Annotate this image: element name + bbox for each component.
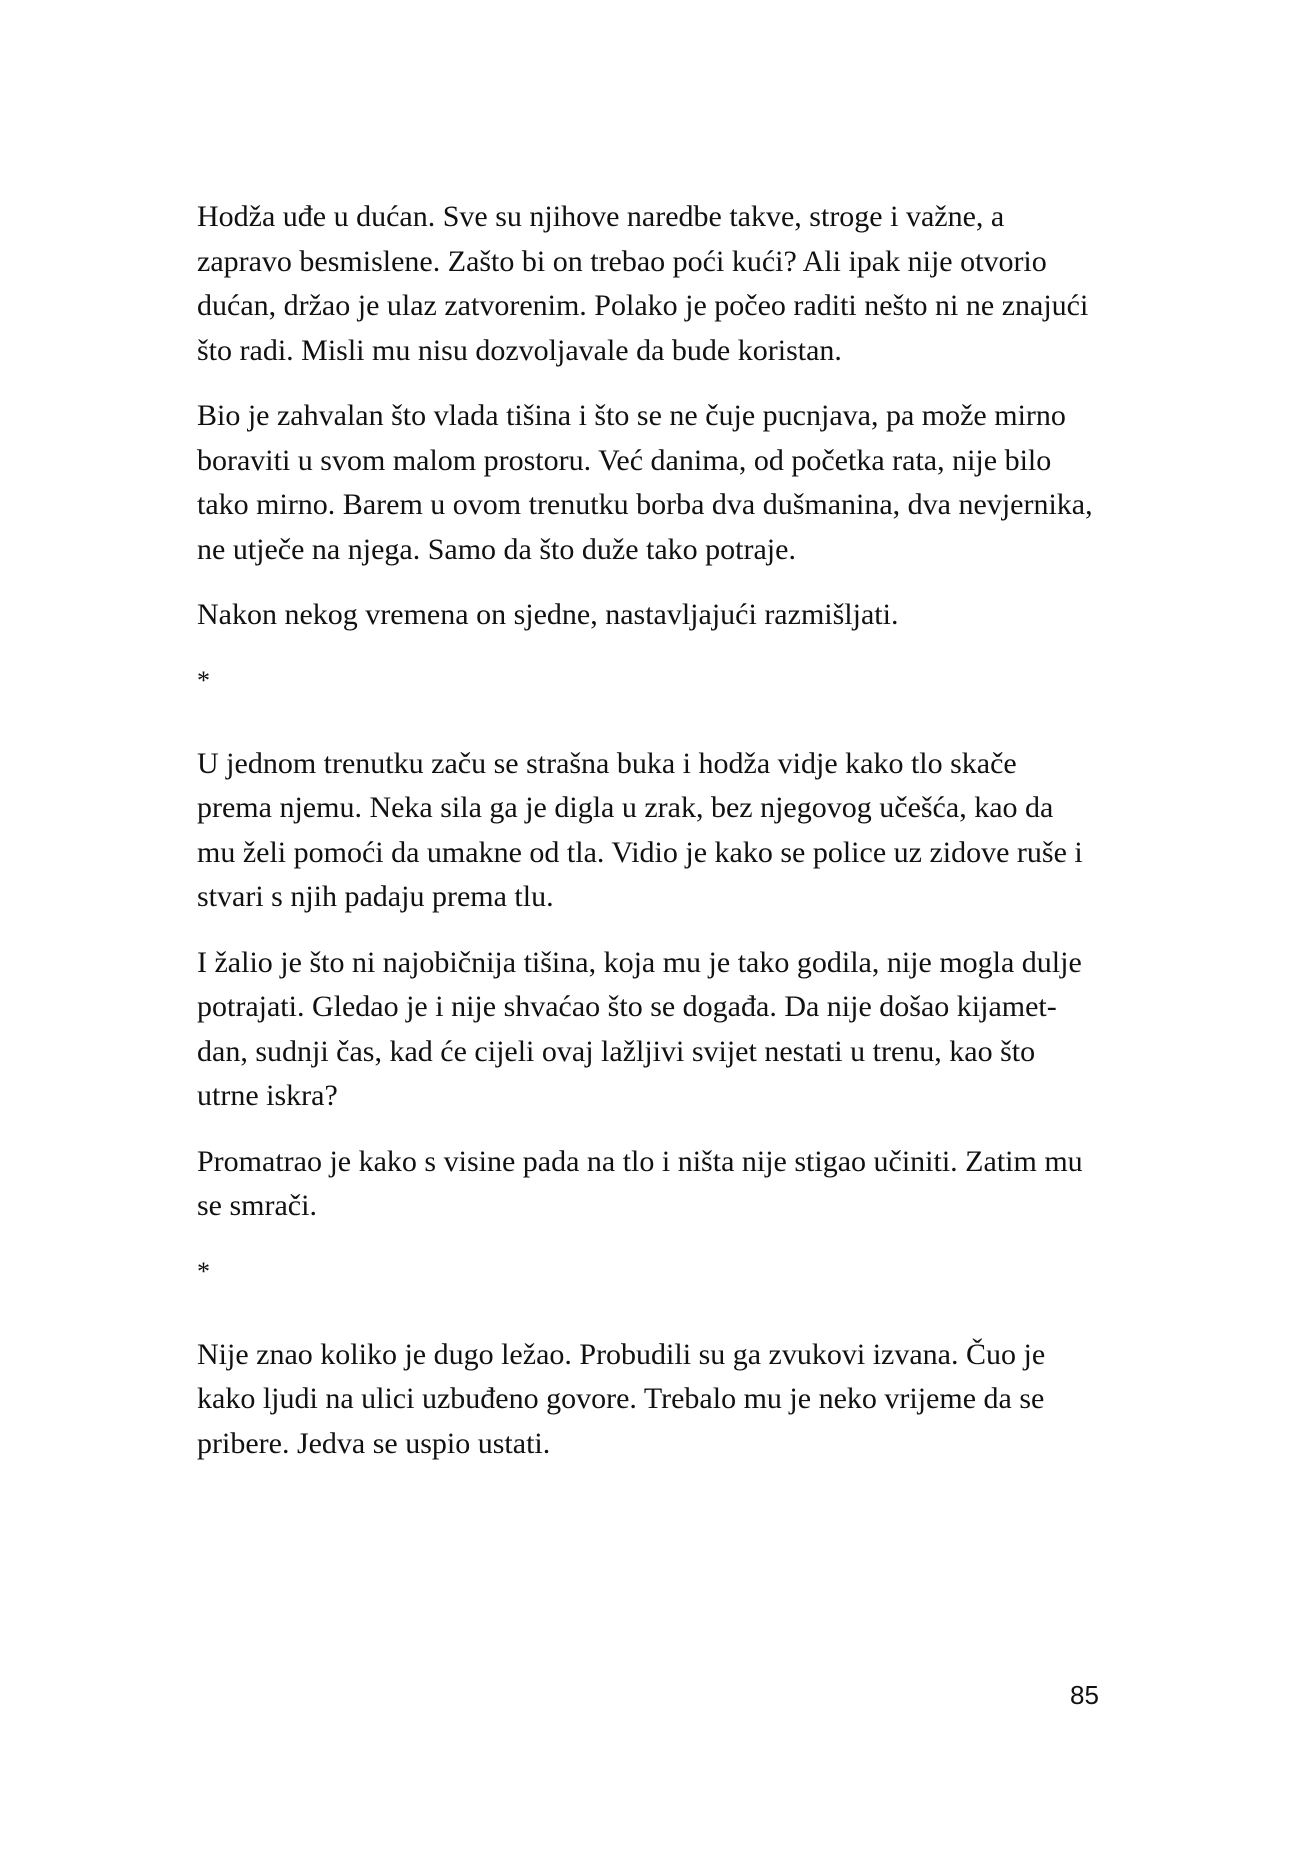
- section-separator: *: [197, 1256, 210, 1286]
- section-separator: *: [197, 665, 210, 695]
- paragraph: I žalio je što ni najobičnija tišina, koja mu je tako godila, nije mogla dulje potrajati. Gledao je i nije shvaćao što se događa. Da nije došao kijamet-dan, sudnji čas, kad će cijeli ovaj lažljivi svijet nestati u trenu, kao što utrne iskra?: [197, 945, 1082, 1112]
- body-text: [197, 195, 1097, 1487]
- paragraph: Bio je zahvalan što vlada tišina i što se ne čuje pucnjava, pa može mirno boraviti u svom malom prostoru. Već danima, od početka rata, nije bilo tako mirno. Barem u ovom trenutku borba dva dušmanina, dva nevjernika, ne utječe na njega. Samo da što duže tako potraje.: [197, 399, 1093, 566]
- paragraph: Nakon nekog vremena on sjedne, nastavljajući razmišljati.: [197, 598, 899, 631]
- paragraph: Nije znao koliko je dugo ležao. Probudili su ga zvukovi izvana. Čuo je kako ljudi na ulici uzbuđeno govore. Trebalo mu je neko vrijeme da se pribere. Jedva se uspio ustati.: [197, 1337, 1046, 1460]
- paragraph: Hodža uđe u dućan. Sve su njihove naredbe takve, stroge i važne, a zapravo besmislene. Zašto bi on trebao poći kući? Ali ipak nije otvorio dućan, držao je ulaz zatvorenim. Polako je počeo raditi nešto ni ne znajući što radi. Misli mu nisu dozvoljavale da bude koristan.: [197, 200, 1089, 367]
- paragraph: Promatrao je kako s visine pada na tlo i ništa nije stigao učiniti. Zatim mu se smrači.: [197, 1144, 1083, 1222]
- page-number: 85: [1070, 1680, 1099, 1710]
- paragraph: U jednom trenutku začu se strašna buka i hodža vidje kako tlo skače prema njemu. Neka sila ga je digla u zrak, bez njegovog učešća, kao da mu želi pomoći da umakne od tla. Vidio je kako se police uz zidove ruše i stvari s njih padaju prema tlu.: [197, 746, 1083, 913]
